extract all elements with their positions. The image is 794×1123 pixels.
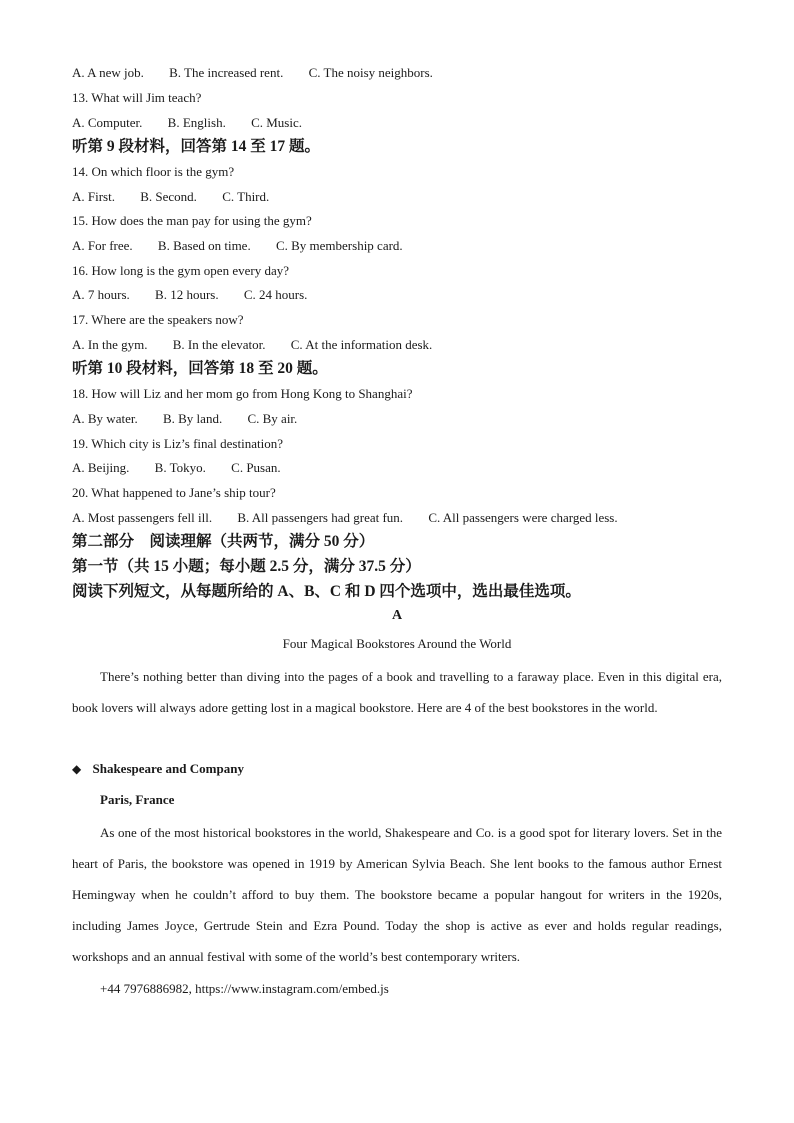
option-b: B. In the elevator. [172, 337, 266, 352]
instruction-text: 阅读下列短文，从每题所给的 A、B、C 和 D 四个选项中，选出最佳选项。 [72, 583, 581, 600]
question-18-options [72, 411, 297, 427]
store-name: Shakespeare and Company [92, 761, 244, 776]
option-a: A. A new job. [72, 65, 144, 80]
section-10-heading: 听第 10 段材料，回答第 18 至 20 题。 [72, 360, 328, 377]
option-a: A. In the gym. [72, 337, 148, 352]
store-heading [72, 761, 244, 777]
option-c: C. 24 hours. [243, 287, 308, 302]
question-19-options [72, 460, 281, 476]
option-b: B. Tokyo. [154, 460, 206, 475]
store-contact: +44 7976886982, https://www.instagram.com/embed.js [100, 981, 389, 996]
passage-title: Four Magical Bookstores Around the World [282, 636, 512, 651]
question-20-stem: 20. What happened to Jane’s ship tour? [72, 485, 276, 500]
option-b: B. Second. [140, 189, 197, 204]
part-2-heading: 第二部分 阅读理解（共两节，满分 50 分） [72, 533, 375, 550]
passage-letter: A [391, 608, 403, 623]
question-13-stem: 13. What will Jim teach? [72, 90, 202, 105]
option-a: A. Computer. [72, 115, 143, 130]
question-20-options [72, 510, 618, 526]
option-c: C. The noisy neighbors. [308, 65, 433, 80]
option-c: C. All passengers were charged less. [428, 510, 618, 525]
option-c: C. Music. [251, 115, 302, 130]
question-18-stem: 18. How will Liz and her mom go from Hong Kong to Shanghai? [72, 386, 413, 401]
store-paragraph: As one of the most historical bookstores in the world, Shakespeare and Co. is a good spot for literary lovers. Set in the heart of Paris, the bookstore was opened in 1919 by American Sylvia Beach. She lent books to the famous author Ernest Hemingway when he couldn’t afford to buy them. The bookstore became a popular hangout for writers in the 1920s, including James Joyce, Gertrude Stein and Ezra Pound. Today the shop is active as ever and holds regular readings, workshops and an annual festival with some of the world’s best contemporary writers. [72, 825, 722, 964]
option-c: C. By membership card. [275, 238, 403, 253]
question-12-options [72, 65, 433, 81]
option-b: B. English. [167, 115, 226, 130]
question-14-stem: 14. On which floor is the gym? [72, 164, 235, 179]
option-b: B. The increased rent. [169, 65, 284, 80]
question-16-options [72, 287, 307, 303]
question-17-stem: 17. Where are the speakers now? [72, 312, 244, 327]
question-15-stem: 15. How does the man pay for using the gym? [72, 213, 312, 228]
option-a: A. First. [72, 189, 115, 204]
question-17-options [72, 337, 432, 353]
option-c: C. Third. [222, 189, 270, 204]
option-b: B. 12 hours. [155, 287, 219, 302]
option-a: A. Beijing. [72, 460, 130, 475]
store-location: Paris, France [100, 792, 175, 807]
option-b: B. Based on time. [157, 238, 251, 253]
option-b: B. All passengers had great fun. [237, 510, 404, 525]
question-15-options [72, 238, 403, 254]
section-1-heading: 第一节（共 15 小题；每小题 2.5 分，满分 37.5 分） [72, 558, 421, 575]
diamond-bullet-icon: ◆ [72, 762, 82, 776]
question-13-options [72, 115, 302, 131]
option-a: A. By water. [72, 411, 138, 426]
option-c: C. By air. [247, 411, 298, 426]
question-14-options [72, 189, 269, 205]
section-9-heading: 听第 9 段材料，回答第 14 至 17 题。 [72, 138, 321, 155]
option-a: A. For free. [72, 238, 133, 253]
intro-paragraph: There’s nothing better than diving into the pages of a book and travelling to a faraway place. Even in this digital era, book lovers will always adore getting lost in a magical bookstore. Here are 4 of the best bookstores in the world. [72, 669, 722, 715]
option-c: C. At the information desk. [290, 337, 433, 352]
question-19-stem: 19. Which city is Liz’s final destination? [72, 436, 283, 451]
option-a: A. Most passengers fell ill. [72, 510, 213, 525]
option-b: B. By land. [162, 411, 223, 426]
question-16-stem: 16. How long is the gym open every day? [72, 263, 289, 278]
option-a: A. 7 hours. [72, 287, 130, 302]
option-c: C. Pusan. [231, 460, 281, 475]
